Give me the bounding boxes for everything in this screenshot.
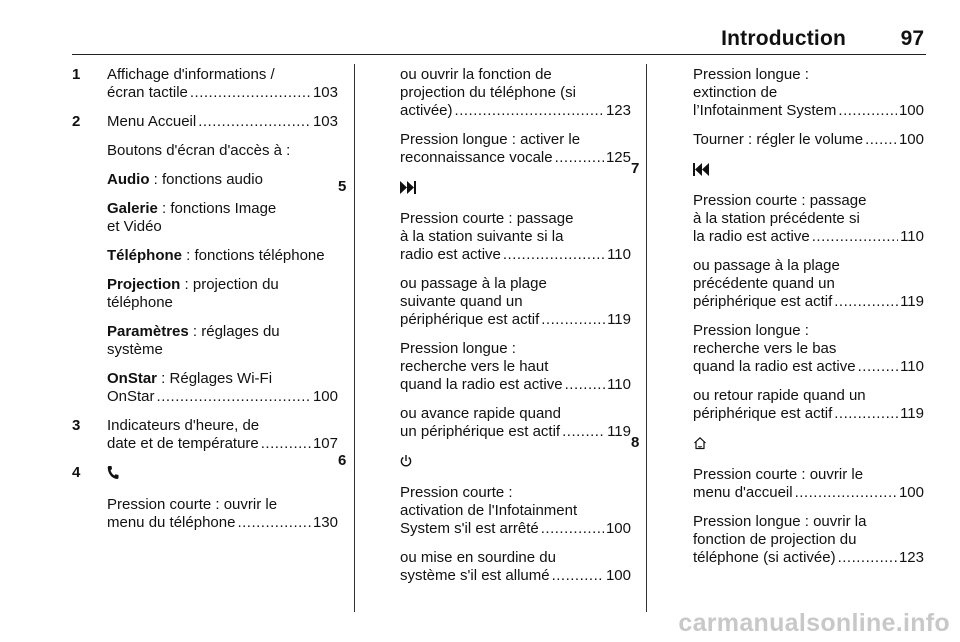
page-ref: 119: [900, 293, 924, 310]
page-ref: 119: [607, 311, 631, 328]
item-number: 8: [631, 434, 640, 451]
list-item: ou passage à la plage précédente quand un périphérique est actif ..... 119: [662, 257, 924, 311]
index-line: périphérique est actif ..... 119: [400, 311, 631, 329]
list-item: Pression longue : ouvrir la fonction de projection du téléphone (si activée) ..... 123: [662, 513, 924, 567]
list-item: Pression courte : passage à la station précédente si la radio est active ..... 110: [662, 192, 924, 246]
page-ref: 100: [312, 388, 338, 405]
page-header: [72, 22, 926, 55]
index-line: l’Infotainment System ..... 100: [693, 102, 924, 120]
list-item: [72, 113, 338, 131]
list-item: [72, 66, 338, 102]
index-line: périphérique est actif ..... 119: [693, 405, 924, 423]
column-3: [631, 66, 924, 567]
page-number: 97: [900, 27, 924, 50]
column-divider: [646, 64, 647, 612]
index-line: quand la radio est active ..... 110: [400, 376, 631, 394]
index-line: Menu Accueil ..... 103: [107, 113, 338, 131]
index-line: écran tactile ..... 103: [107, 84, 338, 102]
list-item: [338, 452, 631, 473]
list-item: Projection : projection du téléphone: [107, 276, 279, 311]
list-item: Paramètres : réglages du système: [107, 323, 280, 358]
list-item: ou mise en sourdine du système s'il est allumé ..... 100: [369, 549, 631, 585]
page-ref: 110: [607, 376, 631, 393]
item-text: Affichage d'informations /: [107, 66, 275, 83]
list-item: ou avance rapide quand un périphérique est actif ..... 119: [369, 405, 631, 441]
list-item: Audio : fonctions audio: [107, 171, 263, 188]
page-ref: 103: [312, 113, 338, 130]
index-line: System s'il est arrêté ..... 100: [400, 520, 631, 538]
index-line: téléphone (si activée) ..... 123: [693, 549, 924, 567]
list-item: Pression longue : activer le reconnaissance vocale ..... 125: [369, 131, 631, 167]
page-ref: 110: [900, 228, 924, 245]
index-line: activée) ..... 123: [400, 102, 631, 120]
next-track-icon: [400, 181, 416, 199]
page-ref: 100: [898, 131, 924, 148]
item-number: 5: [338, 178, 347, 195]
index-line: Tourner : régler le volume ..... 100: [693, 131, 924, 149]
index-line: menu du téléphone ..... 130: [107, 514, 338, 532]
list-item: Pression longue : recherche vers le bas quand la radio est active ..... 110: [662, 322, 924, 376]
list-item: Boutons d'écran d'accès à :: [107, 142, 291, 159]
index-line: menu d'accueil ..... 100: [693, 484, 924, 502]
home-icon: [693, 436, 707, 455]
list-item: OnStar : Réglages Wi-Fi OnStar ..... 100: [72, 370, 338, 406]
list-item: Pression courte : activation de l'Infotainment System s'il est arrêté ..... 100: [369, 484, 631, 538]
list-item: [662, 131, 924, 149]
list-item: Pression longue : recherche vers le haut quand la radio est active ..... 110: [369, 340, 631, 394]
index-line: quand la radio est active ..... 110: [693, 358, 924, 376]
page-ref: 123: [605, 102, 631, 119]
page-ref: 100: [605, 520, 631, 537]
page-ref: 119: [607, 423, 631, 440]
index-line: reconnaissance vocale ..... 125: [400, 149, 631, 167]
list-item: Pression courte : passage à la station suivante si la radio est active ..... 110: [369, 210, 631, 264]
page-ref: 123: [898, 549, 924, 566]
watermark: carmanualsonline.info: [678, 609, 950, 637]
list-item: [631, 160, 924, 181]
list-item: [631, 434, 924, 455]
index-line: radio est active ..... 110: [400, 246, 631, 264]
list-item: 3 Indicateurs d'heure, de date et de température ..... 107: [72, 417, 338, 453]
page-title: Introduction: [721, 27, 846, 50]
page-ref: 125: [605, 149, 631, 166]
page-ref: 100: [898, 484, 924, 501]
page-ref: 110: [607, 246, 631, 263]
page-ref: 110: [900, 358, 924, 375]
list-item: Pression courte : ouvrir le menu du téléphone ..... 130: [72, 496, 338, 532]
page-ref: 103: [312, 84, 338, 101]
index-line: date et de température ..... 107: [107, 435, 338, 453]
index-line: système s'il est allumé ..... 100: [400, 567, 631, 585]
list-item: [338, 178, 631, 199]
list-item: Pression courte : ouvrir le menu d'accueil ..... 100: [662, 466, 924, 502]
power-icon: [400, 454, 412, 473]
index-line: périphérique est actif ..... 119: [693, 293, 924, 311]
page-ref: 107: [312, 435, 338, 452]
page-ref: 100: [898, 102, 924, 119]
item-number: 7: [631, 160, 640, 177]
list-item: ou passage à la plage suivante quand un périphérique est actif ..... 119: [369, 275, 631, 329]
item-number: 6: [338, 452, 347, 469]
item-number: 4: [72, 464, 81, 481]
item-number: 1: [72, 66, 81, 83]
page-ref: 100: [605, 567, 631, 584]
phone-icon: [107, 465, 119, 485]
list-item: ou retour rapide quand un périphérique est actif ..... 119: [662, 387, 924, 423]
list-item: Téléphone : fonctions téléphone: [107, 247, 325, 264]
page-ref: 130: [312, 514, 338, 531]
index-line: OnStar ..... 100: [107, 388, 338, 406]
list-item: ou ouvrir la fonction de projection du téléphone (si activée) ..... 123: [369, 66, 631, 120]
page-ref: 119: [900, 405, 924, 422]
list-item: Pression longue : extinction de l’Infotainment System ..... 100: [662, 66, 924, 120]
column-2: [338, 66, 631, 585]
list-item: Galerie : fonctions Image et Vidéo: [107, 200, 277, 235]
column-1: [72, 66, 338, 532]
column-divider: [354, 64, 355, 612]
index-line: un périphérique est actif ..... 119: [400, 423, 631, 441]
item-number: 2: [72, 113, 81, 130]
item-number: 3: [72, 417, 81, 434]
previous-track-icon: [693, 163, 709, 181]
index-line: la radio est active ..... 110: [693, 228, 924, 246]
list-item: [72, 464, 338, 485]
